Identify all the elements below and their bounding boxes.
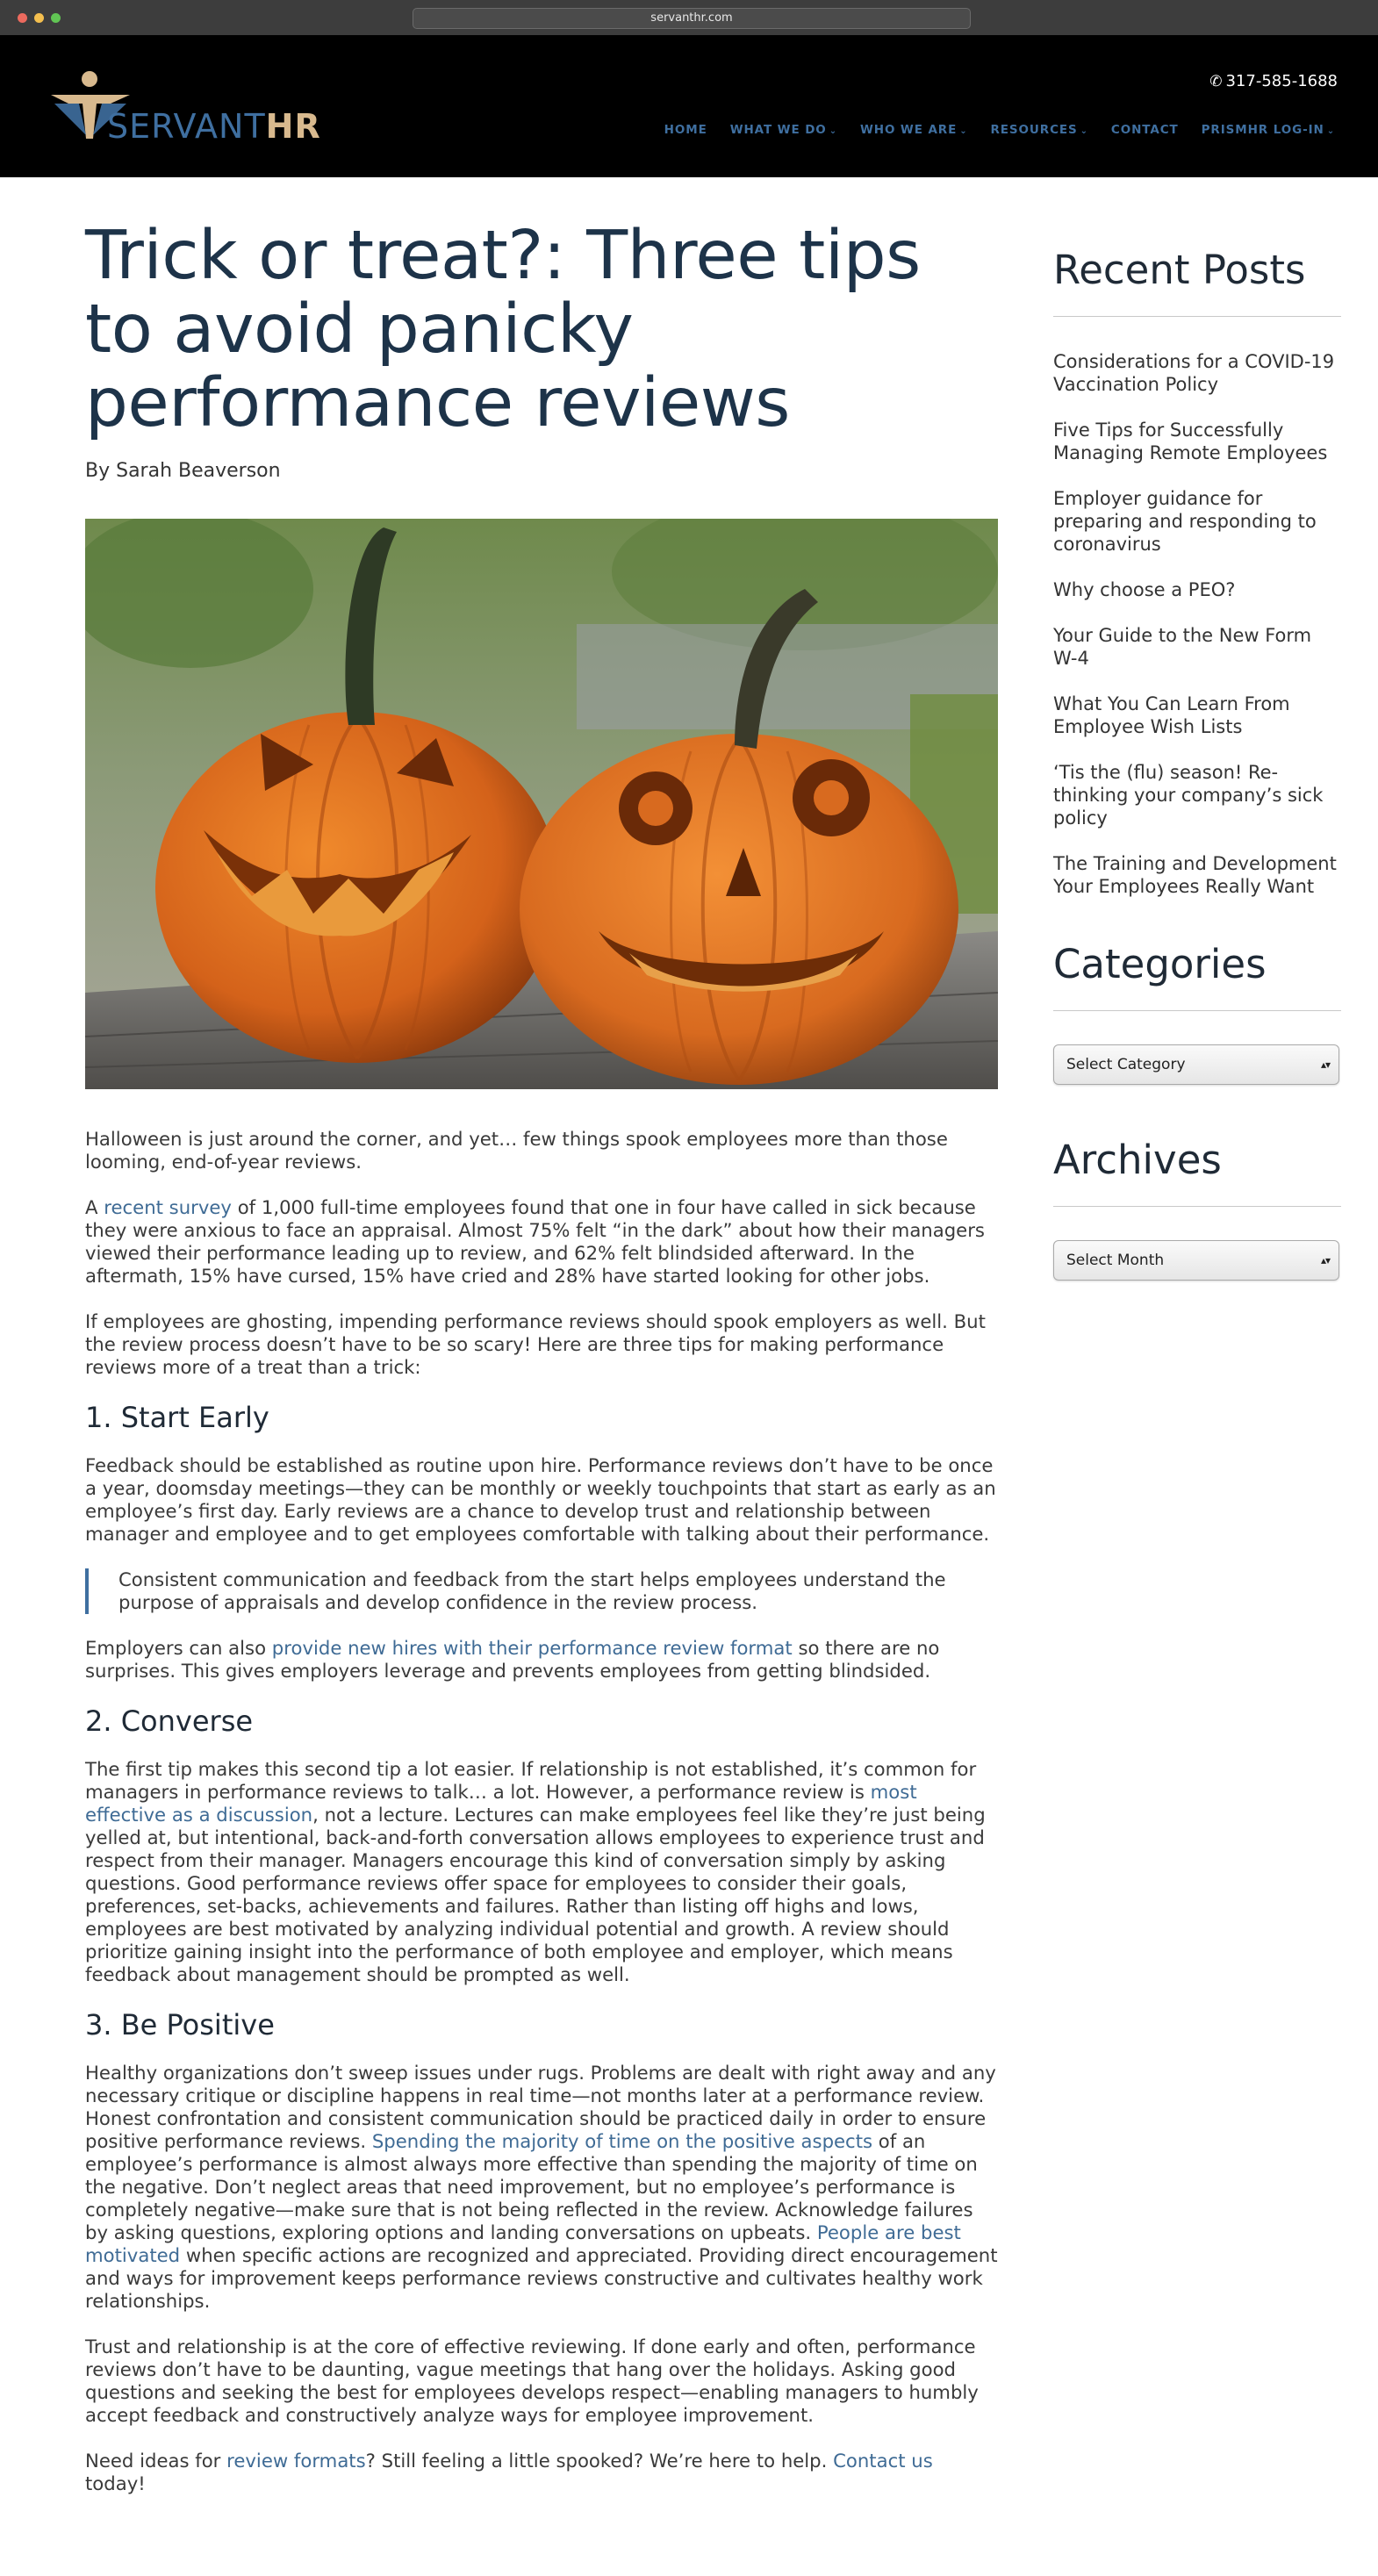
nav-item-what-we-do[interactable] [719,123,849,137]
text: today! [85,2472,146,2494]
recent-post-link[interactable]: The Training and Development Your Employees Really Want [1053,853,1337,897]
heading-converse: 2. Converse [85,1704,254,1738]
pumpkins-illustration [85,519,998,1089]
recent-post-link[interactable]: Your Guide to the New Form W-4 [1053,625,1312,669]
recent-post-link[interactable]: Five Tips for Successfully Managing Remote Employees [1053,420,1328,463]
nav-item-prismhr-log-in[interactable] [1190,123,1346,137]
phone-number: 317-585-1688 [1225,72,1338,90]
recent-post-link[interactable]: Why choose a PEO? [1053,579,1236,600]
archive-month-select[interactable] [1053,1240,1339,1281]
nav-label: WHAT WE DO [729,123,827,137]
phone-link[interactable] [1209,72,1338,90]
category-select[interactable] [1053,1044,1339,1085]
chevron-down-icon: ⌄ [1326,126,1335,136]
article-body [85,1128,998,2495]
review-format-link[interactable]: provide new hires with their performance review format [271,1637,793,1659]
select-arrows-icon: ▴▾ [1320,1254,1330,1266]
text: when specific actions are recognized and appreciated. Providing direct encouragement and ways for improvement keeps performance reviews constructive and cultivates healthy work relationships. [85,2244,998,2312]
review-formats-link[interactable]: review formats [226,2450,366,2472]
paragraph-positive [85,2062,998,2313]
nav-item-contact[interactable] [1100,123,1190,137]
chevron-down-icon: ⌄ [1080,126,1088,136]
text: of an employee’s performance is almost always more effective than spending the majority of time on the negative. Don’t neglect areas that need improvement, but no employee’s performance is completely negative—make sure that is not being reflected in the review. Acknowledge failures by asking questions, exploring options and landing conversations on upbeats. [85,2130,978,2243]
nav-label: RESOURCES [990,123,1078,137]
recent-posts-list [1053,350,1341,898]
recent-posts-title: Recent Posts [1053,247,1306,293]
logo-wordmark [107,107,321,146]
nav-label: CONTACT [1110,123,1179,137]
nav-label: WHO WE ARE [859,123,958,137]
text: A [85,1196,104,1218]
paragraph-feedback: Feedback should be established as routine upon hire. Performance reviews don’t have to be once a year, doomsday meetings—they can be monthly or weekly touchpoints that start as early as an employee’s first day. Early reviews are a chance to develop trust and relationship between manager and employee and to get employees comfortable with talking about their performance. [85,1454,996,1545]
nav-item-resources[interactable] [980,123,1100,137]
article [85,219,998,2518]
recent-post-link[interactable]: ‘Tis the (flu) season! Re-thinking your company’s sick policy [1053,762,1324,829]
nav-label: HOME [664,123,707,137]
main-nav [653,123,1346,137]
best-motivated-link[interactable]: People are best motivated [85,2221,961,2266]
nav-item-who-we-are[interactable] [849,123,980,137]
category-select-value: Select Category [1066,1056,1186,1073]
logo[interactable] [49,68,365,147]
divider [1053,316,1341,317]
pull-quote: Consistent communication and feedback from the start helps employees understand the purpose of appraisals and develop confidence in the review process. [85,1568,998,1614]
nav-item-home[interactable] [653,123,719,137]
categories-title: Categories [1053,941,1267,987]
discussion-link[interactable]: most effective as a discussion [85,1781,917,1826]
article-title: Trick or treat?: Three tips to avoid panicky performance reviews [85,217,921,442]
address-bar[interactable]: servanthr.com [413,8,971,29]
recent-post-link[interactable]: Employer guidance for preparing and responding to coronavirus [1053,488,1317,555]
sidebar [1053,248,1341,1281]
text: Need ideas for [85,2450,227,2472]
paragraph-intro: Halloween is just around the corner, and yet… few things spook employees more than those looming, end-of-year reviews. [85,1128,948,1173]
chevron-down-icon: ⌄ [829,126,837,136]
text: , not a lecture. Lectures can make employees feel like they’re just being yelled at, but intentional, back-and-forth conversation allows employees to experience trust and respect from their manager. Managers encourage this kind of conversation simply by asking questions. Good performance reviews offer space for employees to consider their goals, preferences, set-backs, achievements and failures. Rather than listing off highs and lows, employees are best motivated by analyzing individual potential and growth. A review should prioritize gaining insight into the performance of both employee and employer, which means feedback about management should be prompted as well. [85,1804,986,1985]
heading-start-early: 1. Start Early [85,1401,269,1434]
archives-title: Archives [1053,1137,1222,1183]
archive-select-value: Select Month [1066,1252,1165,1269]
paragraph-converse [85,1758,998,1986]
paragraph-trust: Trust and relationship is at the core of effective reviewing. If done early and often, performance reviews don’t have to be daunting, vague meetings that hang over the holidays. Asking good questions and seeking the best for employees develops respect—enabling managers to humbly accept feedback and constructively analyze ways for employee improvement. [85,2336,979,2426]
browser-chrome [0,0,1378,35]
hero-image-pumpkins [85,519,998,1089]
paragraph-format [85,1637,998,1683]
heading-be-positive: 3. Be Positive [85,2008,275,2041]
site-header [0,35,1378,177]
text: so there are no surprises. This gives employers leverage and prevents employees from getting blindsided. [85,1637,940,1682]
text: The first tip makes this second tip a lot easier. If relationship is not established, it’s common for managers in performance reviews to talk… a lot. However, a performance review is [85,1758,977,1803]
paragraph-survey [85,1196,998,1288]
text: Healthy organizations don’t sweep issues under rugs. Problems are dealt with right away and any necessary critique or discipline happens in real time—not months later at a performance review. Honest confrontation and consistent communication should be practiced daily in order to ensure positive performance reviews. [85,2062,996,2152]
minimize-window-button[interactable] [34,13,44,23]
logo-text-servant: SERVANT [107,107,266,146]
contact-us-link[interactable]: Contact us [833,2450,933,2472]
close-window-button[interactable] [18,13,27,23]
positive-aspects-link[interactable]: Spending the majority of time on the positive aspects [371,2130,873,2152]
paragraph-cta [85,2450,998,2495]
recent-survey-link[interactable]: recent survey [104,1196,232,1218]
text: ? Still feeling a little spooked? We’re here to help. [365,2450,834,2472]
maximize-window-button[interactable] [51,13,61,23]
select-arrows-icon: ▴▾ [1320,1058,1330,1071]
recent-post-link[interactable]: What You Can Learn From Employee Wish Lists [1053,693,1290,737]
nav-label: PRISMHR LOG-IN [1201,123,1324,137]
paragraph-ghosting: If employees are ghosting, impending performance reviews should spook employers as well. But the review process doesn’t have to be so scary! Here are three tips for making performance reviews more of a treat than a trick: [85,1310,986,1378]
phone-icon: ✆ [1209,73,1223,90]
recent-post-link[interactable]: Considerations for a COVID-19 Vaccination Policy [1053,351,1335,395]
divider [1053,1206,1341,1207]
text: of 1,000 full-time employees found that one in four have called in sick because they were anxious to face an appraisal. Almost 75% felt “in the dark” about how their managers viewed their performance leading up to review, and 62% felt blindsided afterward. In the aftermath, 15% have cursed, 15% have cried and 28% have started looking for other jobs. [85,1196,985,1287]
logo-text-hr: HR [265,107,321,146]
text: Employers can also [85,1637,272,1659]
chevron-down-icon: ⌄ [959,126,968,136]
article-byline: By Sarah Beaverson [85,460,281,482]
divider [1053,1010,1341,1011]
